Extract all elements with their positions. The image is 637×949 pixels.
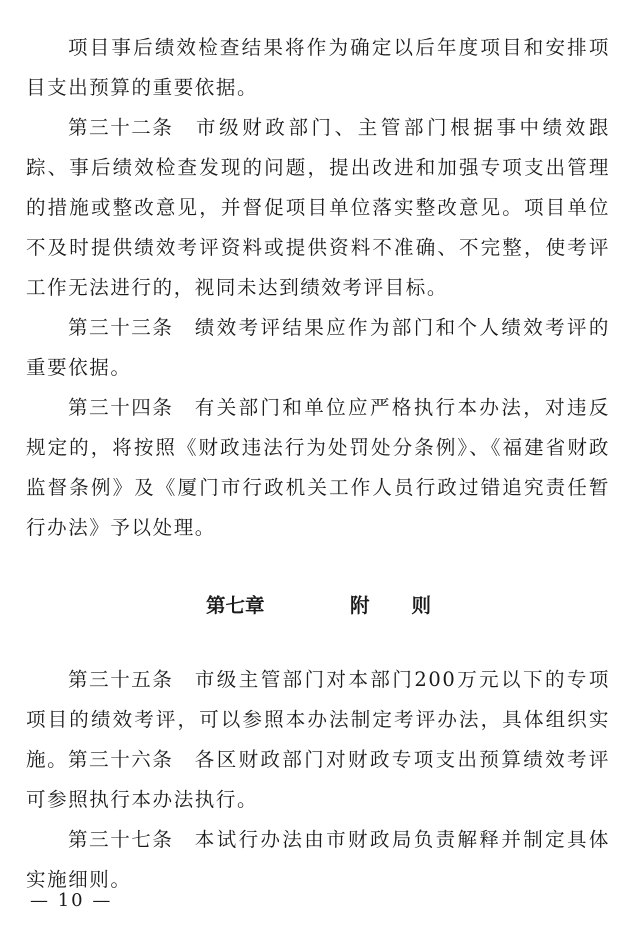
chapter-title: 附则 <box>350 594 474 617</box>
article-text: 市级财政部门、主管部门根据事中绩效跟踪、事后绩效检查发现的问题，提出改进和加强专项支出管理的措施或整改意见，并督促项目单位落实整改意见。项目单位不及时提供绩效考评资料或提供资料不准确、不完整，使考评工作无法进行的，视同未达到绩效考评目标。 <box>26 116 610 299</box>
page-number: — 10 — <box>30 890 113 911</box>
article-text: 市级主管部门对本部门200万元以下的专项项目的绩效考评，可以参照本办法制定考评办法，具体组织实施。 <box>26 668 610 771</box>
article-label: 第三十七条 <box>68 828 174 851</box>
chapter-number: 第七章 <box>206 594 265 617</box>
article-text: 本试行办法由市财政局负责解释并制定具体实施细则。 <box>26 828 610 891</box>
article-text: 绩效考评结果应作为部门和个人绩效考评的重要依据。 <box>26 316 610 379</box>
chapter-heading <box>0 586 637 626</box>
article-label: 第三十三条 <box>68 316 174 339</box>
article-37 <box>26 820 610 900</box>
article-label: 第三十六条 <box>68 748 174 771</box>
article-36 <box>26 740 610 820</box>
paragraph-project-review-results <box>26 28 610 108</box>
article-label: 第三十五条 <box>68 668 174 691</box>
article-label: 第三十四条 <box>68 396 174 419</box>
article-text: 各区财政部门对财政专项支出预算绩效考评可参照执行本办法执行。 <box>26 748 610 811</box>
article-32 <box>26 108 610 308</box>
article-text: 有关部门和单位应严格执行本办法，对违反规定的，将按照《财政违法行为处罚处分条例》、《福建省财政监督条例》及《厦门市行政机关工作人员行政过错追究责任暂行办法》予以处理。 <box>26 396 610 539</box>
article-33 <box>26 308 610 388</box>
article-34 <box>26 388 610 548</box>
paragraph-text: 项目事后绩效检查结果将作为确定以后年度项目和安排项目支出预算的重要依据。 <box>26 36 610 99</box>
article-label: 第三十二条 <box>68 116 174 139</box>
